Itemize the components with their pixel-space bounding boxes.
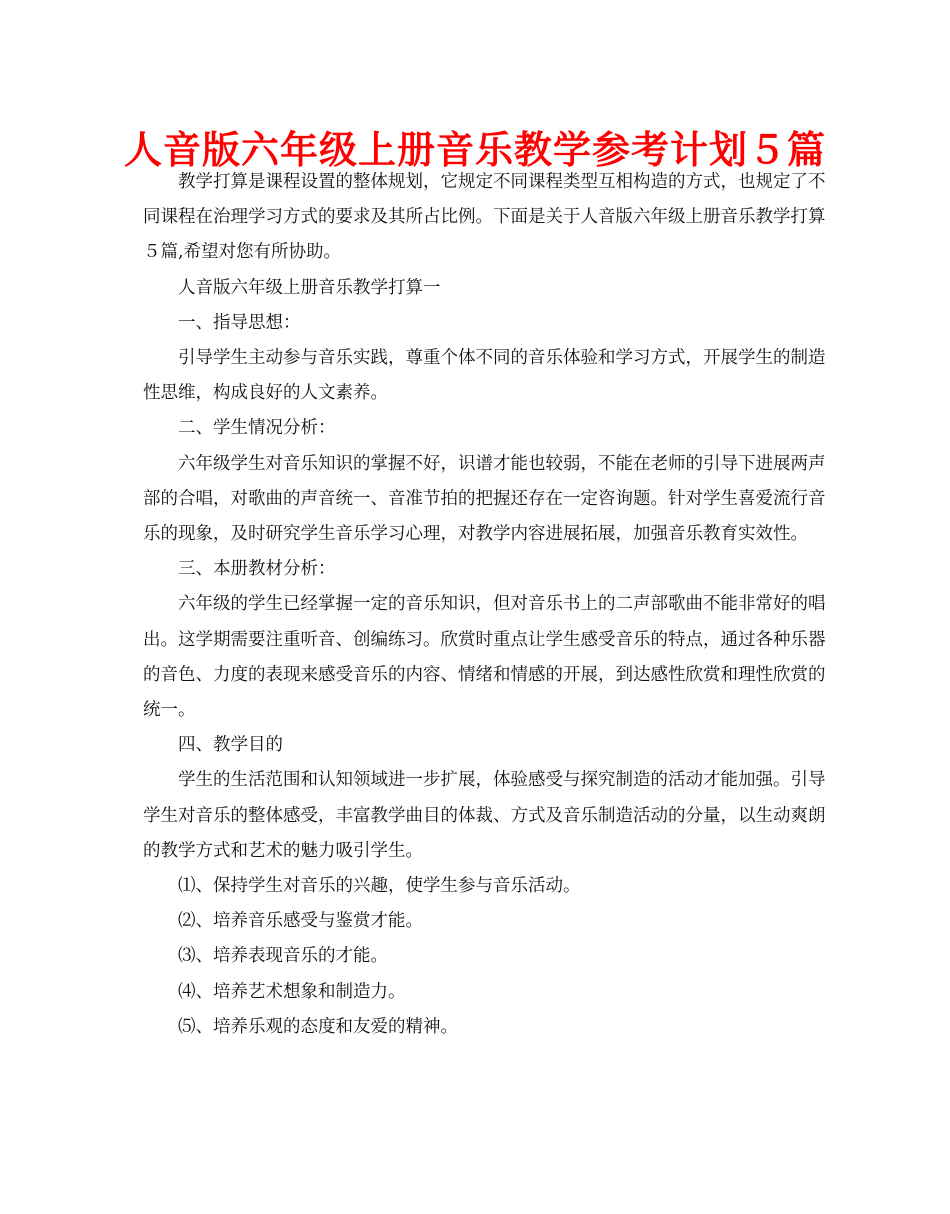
list-item: ⑵、培养音乐感受与鉴赏才能。: [178, 911, 423, 932]
page-title: 人音版六年级上册音乐教学参考计划５篇: [123, 128, 826, 172]
paragraph-textbook-analysis: 六年级的学生已经掌握一定的音乐知识，但对音乐书上的二声部歌曲不能非常好的唱出。这学期需要注重听音、创编练习。欣赏时重点让学生感受音乐的特点，通过各种乐器的音色、力度的表现来感受音乐的内容、情绪和情感的开展，到达感性欣赏和理性欣赏的统一。: [143, 594, 826, 721]
plan-heading: 人音版六年级上册音乐教学打算一: [178, 277, 441, 298]
list-item: ⑷、培养艺术想象和制造力。: [178, 981, 406, 1002]
section-heading-textbook-analysis: 三、本册教材分析：: [178, 559, 336, 580]
section-heading-student-analysis: 二、学生情况分析：: [178, 418, 336, 439]
list-item: ⑴、保持学生对音乐的兴趣，使学生参与音乐活动。: [178, 876, 581, 897]
list-item: ⑸、培养乐观的态度和友爱的精神。: [178, 1016, 458, 1037]
section-heading-teaching-goals: 四、教学目的: [178, 735, 283, 756]
section-heading-guiding-ideas: 一、指导思想：: [178, 312, 301, 333]
paragraph-teaching-goals: 学生的生活范围和认知领域进一步扩展，体验感受与探究制造的活动才能加强。引导学生对音乐的整体感受，丰富教学曲目的体裁、方式及音乐制造活动的分量，以生动爽朗的教学方式和艺术的魅力吸引学生。: [143, 770, 826, 861]
list-item: ⑶、培养表现音乐的才能。: [178, 946, 388, 967]
paragraph-guiding-ideas: 引导学生主动参与音乐实践，尊重个体不同的音乐体验和学习方式，开展学生的制造性思维，构成良好的人文素养。: [143, 348, 826, 404]
intro-paragraph: 教学打算是课程设置的整体规划，它规定不同课程类型互相构造的方式，也规定了不同课程在治理学习方式的要求及其所占比例。下面是关于人音版六年级上册音乐教学打算５篇,希望对您有所协助。: [143, 172, 826, 263]
paragraph-student-analysis: 六年级学生对音乐知识的掌握不好，识谱才能也较弱，不能在老师的引导下进展两声部的合唱，对歌曲的声音统一、音准节拍的把握还存在一定咨询题。针对学生喜爱流行音乐的现象，及时研究学生音乐学习心理，对教学内容进展拓展，加强音乐教育实效性。: [143, 453, 826, 545]
document-body: [143, 165, 833, 1045]
